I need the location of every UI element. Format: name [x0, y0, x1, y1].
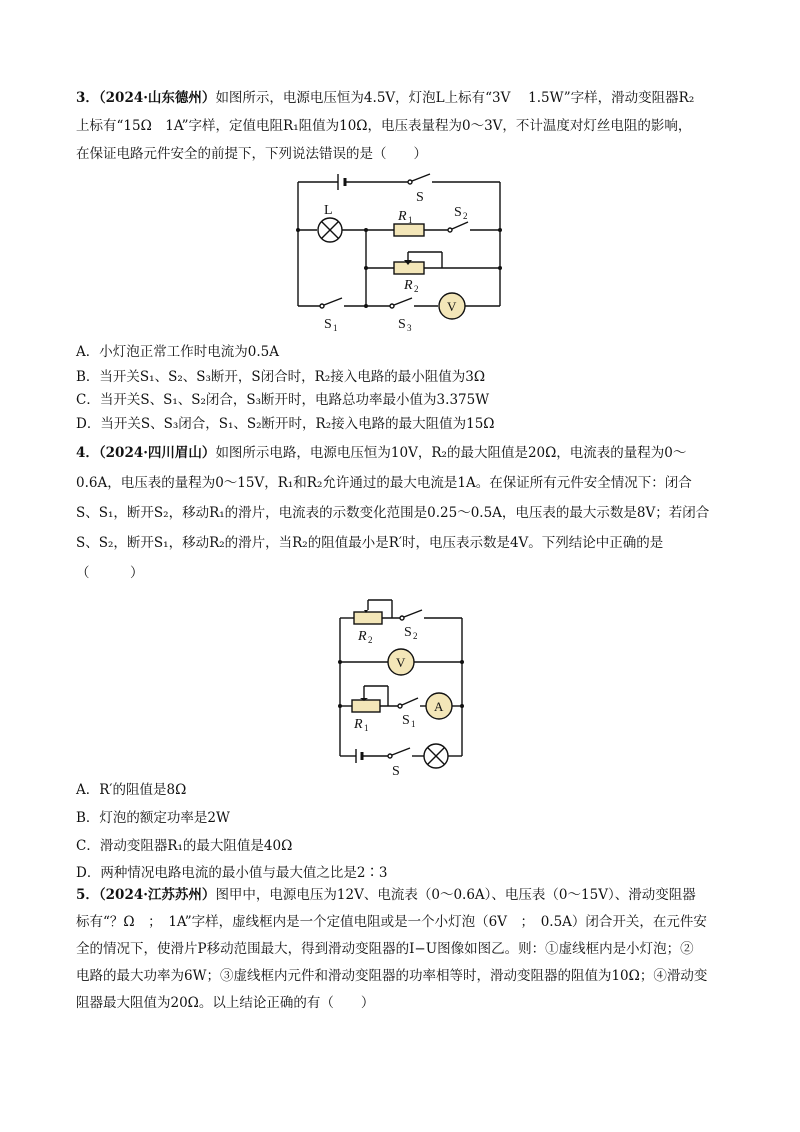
label-voltmeter: V [447, 299, 457, 314]
label-lamp: L [324, 203, 333, 218]
q4-line1 [76, 438, 736, 468]
q4-r2-rheostat [354, 612, 382, 624]
q3-number: 3． [76, 90, 99, 106]
label-r1-sub: 1 [408, 215, 413, 225]
label-r2: R [404, 278, 413, 293]
q4-number: 4． [76, 445, 99, 461]
q4-circuit-diagram [330, 588, 480, 778]
q4-line4: S、S₂，断开S₁，移动R₂的滑片，当R₂的阻值最小是R′时，电压表示数是4V。下列结论中正确的是 [76, 535, 664, 551]
q4-label-r1: R [354, 717, 363, 732]
q5-source: （2024·江苏苏州） [98, 887, 216, 903]
label-s1-sub: 1 [333, 323, 338, 333]
q4-line3: S、S₁，断开S₂，移动R₁的滑片，电流表的示数变化范围是0.25～0.5A，电压表的最大示数是8V；若闭合 [76, 505, 710, 521]
label-r1: R [398, 209, 407, 224]
q3-stem [76, 84, 736, 168]
r2-rheostat [394, 262, 424, 274]
q3-circuit-diagram [290, 168, 510, 338]
q4-text-1: 如图所示电路，电源电压恒为10V，R₂的最大阻值是20Ω，电流表的量程为0～ [215, 445, 687, 461]
q4-label-r1-sub: 1 [364, 723, 369, 733]
q4-r1-rheostat [352, 700, 380, 712]
q4-option-c: C．滑动变阻器R₁的最大阻值是40Ω [76, 838, 293, 854]
q3-source: （2024·山东德州） [98, 90, 216, 106]
q3-line2: 上标有“15Ω 1A”字样，定值电阻R₁阻值为10Ω，电压表量程为0～3V，不计温度对灯丝电阻的影响， [76, 118, 692, 134]
label-r2-sub: 2 [414, 284, 419, 294]
q4-label-voltmeter: V [396, 655, 406, 670]
q4-line5: （ ） [76, 565, 144, 581]
q3-text-1: 如图所示，电源电压恒为4.5V，灯泡L上标有“3V 1.5W”字样，滑动变阻器R₂ [215, 90, 695, 106]
q4-label-s1: S [402, 713, 410, 728]
q3-option-a: A．小灯泡正常工作时电流为0.5A [76, 344, 279, 360]
q5-text-1: 图甲中，电源电压为12V、电流表（0～0.6A）、电压表（0～15V）、滑动变阻器 [215, 887, 696, 903]
q4-source: （2024·四川眉山） [98, 445, 216, 461]
q4-option-b: B．灯泡的额定功率是2W [76, 810, 230, 826]
label-s3-sub: 3 [407, 323, 412, 333]
q5-line4: 电路的最大功率为6W；③虚线框内元件和滑动变阻器的功率相等时，滑动变阻器的阻值为10Ω；④滑动变 [76, 968, 708, 984]
q3-line3: 在保证电路元件安全的前提下，下列说法错误的是（ ） [76, 146, 427, 162]
q5-line5: 阻器最大阻值为20Ω。以上结论正确的有（ ） [76, 995, 375, 1011]
q3-option-d: D．当开关S、S₃闭合，S₁、S₂断开时，R₂接入电路的最大阻值为15Ω [76, 416, 495, 432]
q5-number: 5． [76, 887, 99, 903]
q4-option-a: A．R′的阻值是8Ω [76, 782, 187, 798]
label-s2: S [454, 205, 462, 220]
q4-stem [76, 438, 736, 588]
q4-label-r2-sub: 2 [368, 635, 373, 645]
q4-option-d: D．两种情况电路电流的最小值与最大值之比是2∶3 [76, 865, 388, 881]
q4-label-s2-sub: 2 [413, 631, 418, 641]
q3-line1 [76, 84, 736, 112]
label-s2-sub: 2 [463, 211, 468, 221]
q4-label-switch-s: S [392, 764, 400, 778]
label-s1: S [324, 317, 332, 332]
q5-line3: 全的情况下，使滑片P移动范围最大，得到滑动变阻器的I−U图像如图乙。则：①虚线框内是小灯泡；② [76, 941, 694, 957]
q3-option-b: B．当开关S₁、S₂、S₃断开，S闭合时，R₂接入电路的最小阻值为3Ω [76, 369, 486, 385]
q4-line2: 0.6A，电压表的量程为0～15V，R₁和R₂允许通过的最大电流是1A。在保证所有元件安全情况下：闭合 [76, 475, 692, 491]
q4-label-ammeter: A [434, 699, 444, 714]
q4-label-s1-sub: 1 [411, 719, 416, 729]
q5-line2: 标有“？Ω ； 1A”字样，虚线框内是一个定值电阻或是一个小灯泡（6V ； 0.5A）闭合开关，在元件安 [76, 914, 707, 930]
q5-stem [76, 882, 736, 1017]
q4-label-r2: R [358, 629, 367, 644]
label-switch-s: S [416, 190, 424, 205]
q3-option-c: C．当开关S、S₁、S₂闭合，S₃断开时，电路总功率最小值为3.375W [76, 392, 490, 408]
r1-resistor [394, 224, 424, 236]
q4-label-s2: S [404, 625, 412, 640]
q5-line1 [76, 882, 736, 909]
label-s3: S [398, 317, 406, 332]
